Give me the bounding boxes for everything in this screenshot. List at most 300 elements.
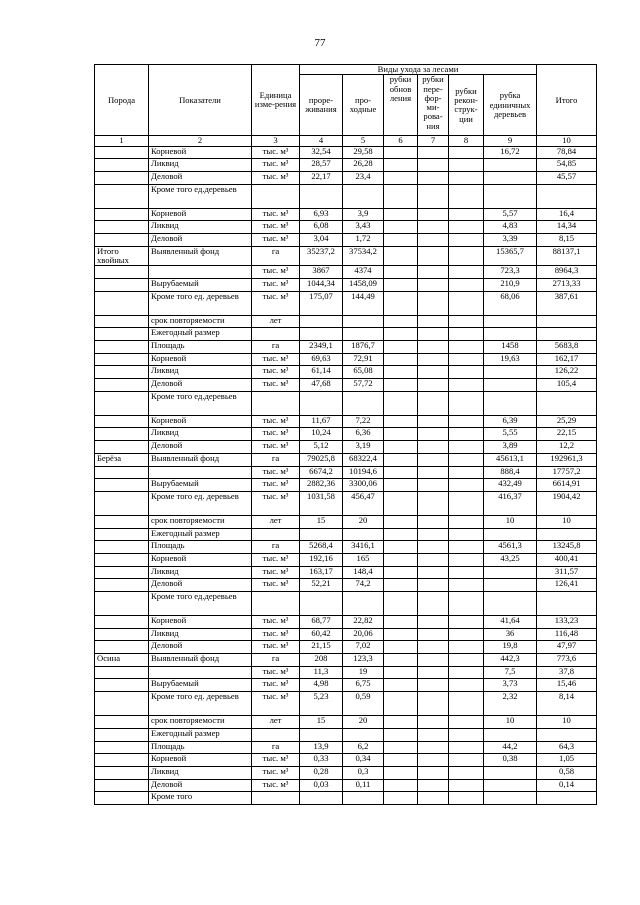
renewal-value <box>384 328 418 341</box>
total-value <box>537 315 597 328</box>
reform-value <box>418 328 449 341</box>
reconstruction-value <box>449 491 484 515</box>
reform-value <box>418 341 449 354</box>
thinning-value: 4,98 <box>300 679 343 692</box>
reform-value <box>418 415 449 428</box>
passage-value: 165 <box>343 553 384 566</box>
total-value <box>537 592 597 616</box>
breed-cell <box>95 592 149 616</box>
reconstruction-value <box>449 741 484 754</box>
thinning-value: 6,08 <box>300 221 343 234</box>
total-value: 116,48 <box>537 628 597 641</box>
indicator-cell: Деловой <box>149 234 252 247</box>
single-trees-value: 19,63 <box>484 353 537 366</box>
header-care-types: Виды ухода за лесами <box>300 65 537 75</box>
reconstruction-value <box>449 246 484 266</box>
single-trees-value: 416,37 <box>484 491 537 515</box>
table-row <box>95 391 597 415</box>
total-value: 133,23 <box>537 616 597 629</box>
table-row <box>95 528 597 541</box>
reform-value <box>418 221 449 234</box>
single-trees-value <box>484 792 537 805</box>
table-row <box>95 428 597 441</box>
single-trees-value <box>484 592 537 616</box>
breed-cell <box>95 291 149 315</box>
breed-cell <box>95 479 149 492</box>
indicator-cell: Кроме того <box>149 792 252 805</box>
breed-cell <box>95 208 149 221</box>
thinning-value: 5268,4 <box>300 541 343 554</box>
passage-value: 23,4 <box>343 171 384 184</box>
passage-value: 456,47 <box>343 491 384 515</box>
total-value: 88137,1 <box>537 246 597 266</box>
renewal-value <box>384 741 418 754</box>
reconstruction-value <box>449 654 484 667</box>
table-row <box>95 379 597 392</box>
reconstruction-value <box>449 266 484 279</box>
passage-value <box>343 391 384 415</box>
renewal-value <box>384 479 418 492</box>
renewal-value <box>384 315 418 328</box>
breed-cell <box>95 641 149 654</box>
total-value: 8964,3 <box>537 266 597 279</box>
reform-value <box>418 616 449 629</box>
renewal-value <box>384 566 418 579</box>
table-row <box>95 728 597 741</box>
unit-cell <box>252 184 300 208</box>
breed-cell <box>95 792 149 805</box>
renewal-value <box>384 616 418 629</box>
unit-cell <box>252 792 300 805</box>
unit-cell: тыс. м³ <box>252 616 300 629</box>
reconstruction-value <box>449 616 484 629</box>
unit-cell: тыс. м³ <box>252 291 300 315</box>
breed-cell <box>95 515 149 528</box>
table-row <box>95 766 597 779</box>
thinning-value <box>300 592 343 616</box>
indicator-cell: Деловой <box>149 379 252 392</box>
breed-cell <box>95 159 149 172</box>
unit-cell: тыс. м³ <box>252 353 300 366</box>
unit-cell: тыс. м³ <box>252 491 300 515</box>
renewal-value <box>384 579 418 592</box>
thinning-value: 3,04 <box>300 234 343 247</box>
table-row <box>95 692 597 716</box>
table-row <box>95 453 597 466</box>
table-row <box>95 171 597 184</box>
thinning-value: 68,77 <box>300 616 343 629</box>
reform-value <box>418 666 449 679</box>
passage-value: 3300,06 <box>343 479 384 492</box>
indicator-cell: Кроме того ед. деревьев <box>149 291 252 315</box>
reform-value <box>418 553 449 566</box>
reconstruction-value <box>449 641 484 654</box>
single-trees-value <box>484 184 537 208</box>
reform-value <box>418 654 449 667</box>
col-number: 9 <box>484 136 537 146</box>
breed-cell <box>95 366 149 379</box>
unit-cell: тыс. м³ <box>252 553 300 566</box>
passage-value <box>343 315 384 328</box>
breed-cell <box>95 379 149 392</box>
breed-cell <box>95 553 149 566</box>
unit-cell: га <box>252 654 300 667</box>
passage-value: 37534,2 <box>343 246 384 266</box>
single-trees-value <box>484 171 537 184</box>
breed-cell <box>95 716 149 729</box>
total-value: 105,4 <box>537 379 597 392</box>
unit-cell: тыс. м³ <box>252 779 300 792</box>
header-passage: про-ходные <box>343 75 384 136</box>
passage-value: 7,22 <box>343 415 384 428</box>
table-row <box>95 553 597 566</box>
thinning-value: 15 <box>300 716 343 729</box>
indicator-cell: Площадь <box>149 341 252 354</box>
reconstruction-value <box>449 184 484 208</box>
unit-cell: тыс. м³ <box>252 441 300 454</box>
breed-cell <box>95 766 149 779</box>
col-number: 3 <box>252 136 300 146</box>
table-row <box>95 234 597 247</box>
total-value: 0,14 <box>537 779 597 792</box>
indicator-cell: Корневой <box>149 146 252 159</box>
thinning-value <box>300 328 343 341</box>
table-row <box>95 415 597 428</box>
total-value: 5683,8 <box>537 341 597 354</box>
reform-value <box>418 679 449 692</box>
passage-value: 20 <box>343 716 384 729</box>
indicator-cell: Выявленный фонд <box>149 246 252 266</box>
passage-value: 3,9 <box>343 208 384 221</box>
thinning-value: 6674,2 <box>300 466 343 479</box>
col-number: 4 <box>300 136 343 146</box>
breed-cell <box>95 754 149 767</box>
unit-cell: тыс. м³ <box>252 666 300 679</box>
forest-care-table <box>94 64 597 805</box>
renewal-value <box>384 466 418 479</box>
passage-value: 3,19 <box>343 441 384 454</box>
renewal-value <box>384 553 418 566</box>
unit-cell: тыс. м³ <box>252 579 300 592</box>
indicator-cell: срок повторяемости <box>149 716 252 729</box>
unit-cell: га <box>252 541 300 554</box>
breed-cell <box>95 679 149 692</box>
single-trees-value: 41,64 <box>484 616 537 629</box>
renewal-value <box>384 234 418 247</box>
reconstruction-value <box>449 315 484 328</box>
total-value: 311,57 <box>537 566 597 579</box>
single-trees-value <box>484 766 537 779</box>
single-trees-value: 4561,3 <box>484 541 537 554</box>
reform-value <box>418 728 449 741</box>
single-trees-value: 2,32 <box>484 692 537 716</box>
reconstruction-value <box>449 146 484 159</box>
renewal-value <box>384 754 418 767</box>
indicator-cell: Вырубаемый <box>149 278 252 291</box>
unit-cell <box>252 328 300 341</box>
reform-value <box>418 541 449 554</box>
table-row <box>95 353 597 366</box>
reconstruction-value <box>449 415 484 428</box>
reform-value <box>418 146 449 159</box>
indicator-cell: Корневой <box>149 616 252 629</box>
table-row <box>95 566 597 579</box>
page-number: 77 <box>314 37 326 49</box>
reconstruction-value <box>449 441 484 454</box>
passage-value: 19 <box>343 666 384 679</box>
breed-cell <box>95 328 149 341</box>
passage-value <box>343 184 384 208</box>
thinning-value: 15 <box>300 515 343 528</box>
table-row <box>95 741 597 754</box>
reconstruction-value <box>449 766 484 779</box>
total-value: 1,05 <box>537 754 597 767</box>
indicator-cell: Корневой <box>149 353 252 366</box>
passage-value: 0,11 <box>343 779 384 792</box>
passage-value: 6,36 <box>343 428 384 441</box>
breed-cell <box>95 315 149 328</box>
thinning-value <box>300 728 343 741</box>
reform-value <box>418 366 449 379</box>
passage-value: 74,2 <box>343 579 384 592</box>
reconstruction-value <box>449 666 484 679</box>
table-row <box>95 221 597 234</box>
reconstruction-value <box>449 466 484 479</box>
renewal-value <box>384 728 418 741</box>
indicator-cell: Ликвид <box>149 221 252 234</box>
passage-value: 1458,09 <box>343 278 384 291</box>
total-value: 13245,8 <box>537 541 597 554</box>
breed-cell: Осина <box>95 654 149 667</box>
single-trees-value: 10 <box>484 515 537 528</box>
total-value: 10 <box>537 716 597 729</box>
indicator-cell: Деловой <box>149 441 252 454</box>
unit-cell: га <box>252 741 300 754</box>
unit-cell: тыс. м³ <box>252 366 300 379</box>
reform-value <box>418 754 449 767</box>
total-value: 47,97 <box>537 641 597 654</box>
reform-value <box>418 278 449 291</box>
col-number: 7 <box>418 136 449 146</box>
breed-cell <box>95 171 149 184</box>
single-trees-value: 1458 <box>484 341 537 354</box>
single-trees-value: 210,9 <box>484 278 537 291</box>
thinning-value: 0,28 <box>300 766 343 779</box>
unit-cell: тыс. м³ <box>252 692 300 716</box>
reform-value <box>418 479 449 492</box>
renewal-value <box>384 171 418 184</box>
reconstruction-value <box>449 628 484 641</box>
breed-cell <box>95 353 149 366</box>
breed-cell <box>95 779 149 792</box>
reconstruction-value <box>449 515 484 528</box>
thinning-value: 22,17 <box>300 171 343 184</box>
thinning-value <box>300 315 343 328</box>
total-value: 2713,33 <box>537 278 597 291</box>
renewal-value <box>384 654 418 667</box>
reform-value <box>418 528 449 541</box>
reform-value <box>418 628 449 641</box>
reform-value <box>418 246 449 266</box>
reconstruction-value <box>449 528 484 541</box>
single-trees-value <box>484 528 537 541</box>
unit-cell: тыс. м³ <box>252 146 300 159</box>
renewal-value <box>384 246 418 266</box>
indicator-cell: Ликвид <box>149 159 252 172</box>
unit-cell: тыс. м³ <box>252 466 300 479</box>
table-row <box>95 515 597 528</box>
table-row <box>95 366 597 379</box>
reconstruction-value <box>449 366 484 379</box>
reconstruction-value <box>449 553 484 566</box>
unit-cell <box>252 528 300 541</box>
single-trees-value <box>484 391 537 415</box>
reform-value <box>418 208 449 221</box>
renewal-value <box>384 184 418 208</box>
table-row <box>95 579 597 592</box>
unit-cell: га <box>252 246 300 266</box>
reform-value <box>418 692 449 716</box>
unit-cell: тыс. м³ <box>252 479 300 492</box>
single-trees-value: 888,4 <box>484 466 537 479</box>
reform-value <box>418 766 449 779</box>
thinning-value: 32,54 <box>300 146 343 159</box>
table-row <box>95 679 597 692</box>
reconstruction-value <box>449 391 484 415</box>
reform-value <box>418 592 449 616</box>
breed-cell <box>95 491 149 515</box>
single-trees-value: 68,06 <box>484 291 537 315</box>
table-row <box>95 654 597 667</box>
indicator-cell: Деловой <box>149 579 252 592</box>
renewal-value <box>384 428 418 441</box>
total-value: 0,58 <box>537 766 597 779</box>
indicator-cell: срок повторяемости <box>149 515 252 528</box>
indicator-cell: Ликвид <box>149 766 252 779</box>
single-trees-value: 442,3 <box>484 654 537 667</box>
total-value: 8,14 <box>537 692 597 716</box>
total-value: 10 <box>537 515 597 528</box>
thinning-value: 5,23 <box>300 692 343 716</box>
table-row <box>95 328 597 341</box>
reform-value <box>418 453 449 466</box>
renewal-value <box>384 792 418 805</box>
reform-value <box>418 779 449 792</box>
table-row <box>95 641 597 654</box>
col-number: 2 <box>149 136 252 146</box>
col-number: 1 <box>95 136 149 146</box>
indicator-cell: Площадь <box>149 541 252 554</box>
indicator-cell: Ликвид <box>149 428 252 441</box>
single-trees-value: 36 <box>484 628 537 641</box>
header-reform: рубки пере-фор-ми-рова-ния <box>418 75 449 136</box>
passage-value: 123,3 <box>343 654 384 667</box>
breed-cell <box>95 184 149 208</box>
single-trees-value: 3,73 <box>484 679 537 692</box>
renewal-value <box>384 146 418 159</box>
thinning-value: 3867 <box>300 266 343 279</box>
indicator-cell: Выявленный фонд <box>149 654 252 667</box>
reconstruction-value <box>449 208 484 221</box>
renewal-value <box>384 291 418 315</box>
single-trees-value: 5,55 <box>484 428 537 441</box>
passage-value: 0,59 <box>343 692 384 716</box>
header-renewal: рубки обнов ления <box>384 75 418 136</box>
reconstruction-value <box>449 541 484 554</box>
thinning-value: 2349,1 <box>300 341 343 354</box>
reform-value <box>418 716 449 729</box>
header-single-trees: рубка единичных деревьев <box>484 75 537 136</box>
thinning-value: 69,63 <box>300 353 343 366</box>
reconstruction-value <box>449 171 484 184</box>
table-row <box>95 315 597 328</box>
indicator-cell: Ликвид <box>149 566 252 579</box>
total-value <box>537 528 597 541</box>
reform-value <box>418 566 449 579</box>
unit-cell: тыс. м³ <box>252 171 300 184</box>
passage-value: 148,4 <box>343 566 384 579</box>
col-number: 5 <box>343 136 384 146</box>
thinning-value: 5,12 <box>300 441 343 454</box>
unit-cell: тыс. м³ <box>252 415 300 428</box>
single-trees-value: 10 <box>484 716 537 729</box>
single-trees-value <box>484 159 537 172</box>
indicator-cell: Деловой <box>149 641 252 654</box>
col-number: 8 <box>449 136 484 146</box>
passage-value: 65,08 <box>343 366 384 379</box>
breed-cell <box>95 741 149 754</box>
thinning-value: 1044,34 <box>300 278 343 291</box>
indicator-cell: Деловой <box>149 779 252 792</box>
reconstruction-value <box>449 379 484 392</box>
passage-value: 6,2 <box>343 741 384 754</box>
breed-cell <box>95 441 149 454</box>
indicator-cell: Ликвид <box>149 628 252 641</box>
passage-value: 72,91 <box>343 353 384 366</box>
table-row <box>95 541 597 554</box>
total-value: 126,22 <box>537 366 597 379</box>
indicator-cell <box>149 266 252 279</box>
passage-value: 57,72 <box>343 379 384 392</box>
passage-value: 4374 <box>343 266 384 279</box>
reform-value <box>418 428 449 441</box>
unit-cell: тыс. м³ <box>252 566 300 579</box>
unit-cell: лет <box>252 716 300 729</box>
breed-cell: Итого хвойных <box>95 246 149 266</box>
passage-value: 7,02 <box>343 641 384 654</box>
renewal-value <box>384 278 418 291</box>
total-value <box>537 391 597 415</box>
reform-value <box>418 184 449 208</box>
renewal-value <box>384 692 418 716</box>
thinning-value: 52,21 <box>300 579 343 592</box>
thinning-value: 6,93 <box>300 208 343 221</box>
renewal-value <box>384 391 418 415</box>
thinning-value: 11,3 <box>300 666 343 679</box>
reform-value <box>418 234 449 247</box>
unit-cell: тыс. м³ <box>252 628 300 641</box>
total-value: 1904,42 <box>537 491 597 515</box>
thinning-value: 2882,36 <box>300 479 343 492</box>
total-value: 192961,3 <box>537 453 597 466</box>
total-value: 162,17 <box>537 353 597 366</box>
breed-cell <box>95 221 149 234</box>
renewal-value <box>384 666 418 679</box>
breed-cell <box>95 146 149 159</box>
reconstruction-value <box>449 159 484 172</box>
table-row <box>95 208 597 221</box>
thinning-value: 61,14 <box>300 366 343 379</box>
